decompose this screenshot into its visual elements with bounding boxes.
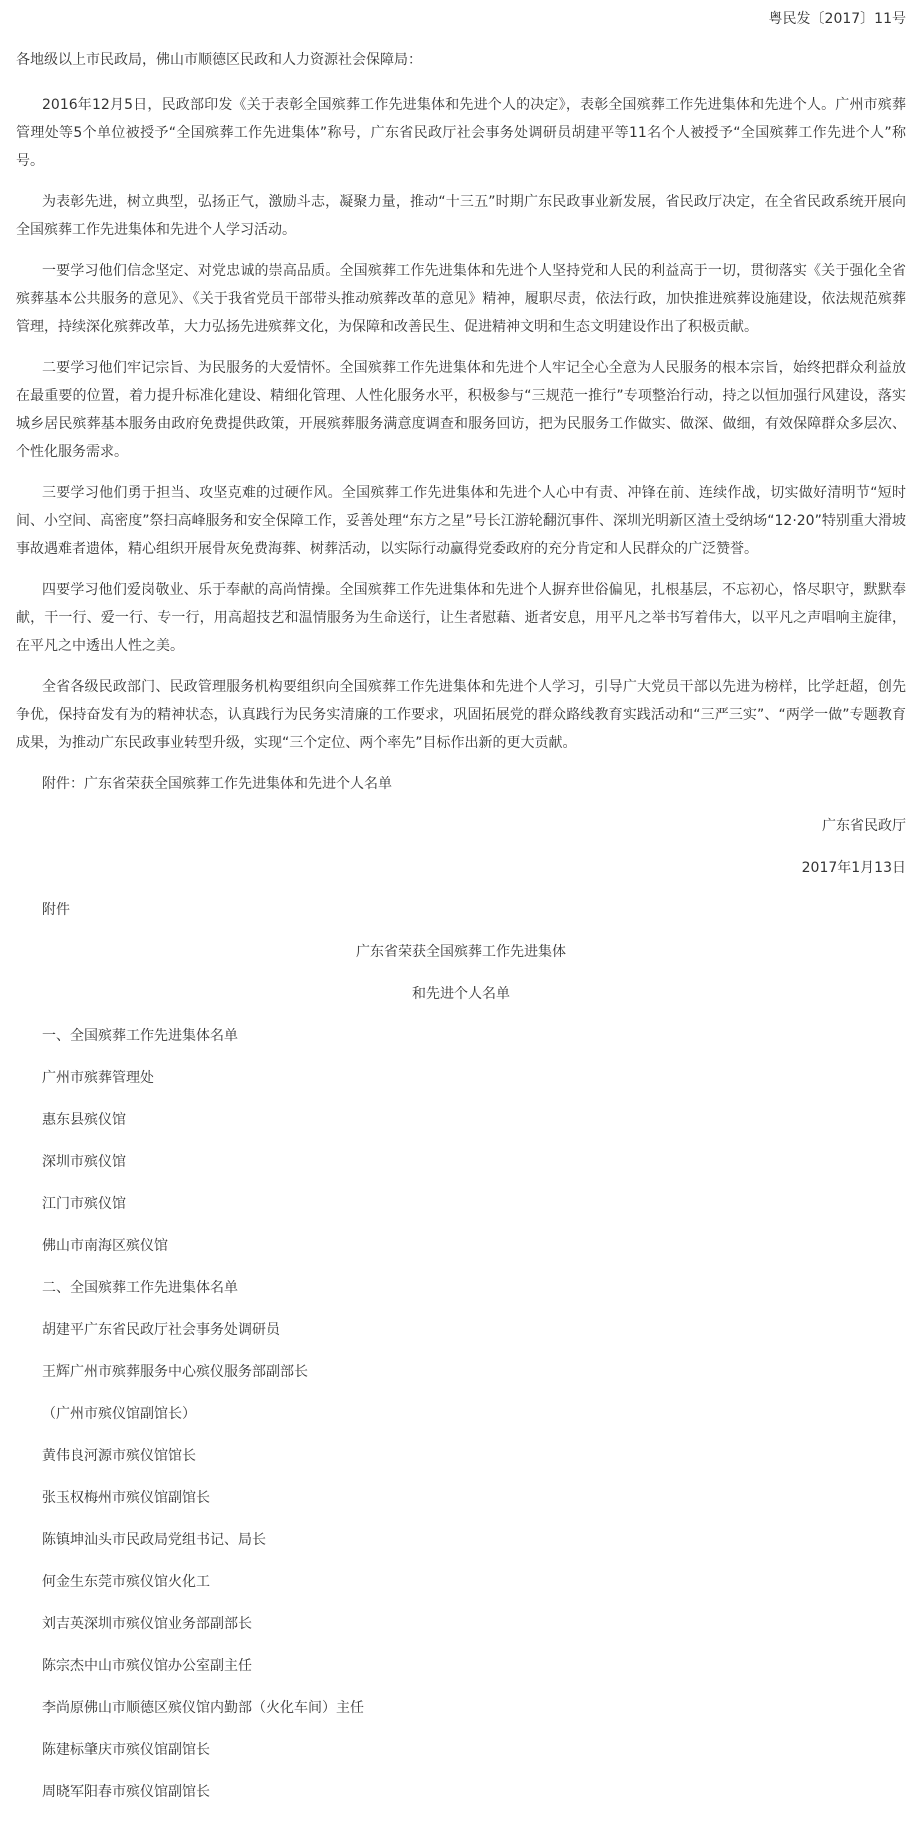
- list-item: 惠东县殡仪馆: [42, 1112, 126, 1128]
- list-item: 黄伟良河源市殡仪馆馆长: [42, 1448, 196, 1464]
- body-paragraph-2: 为表彰先进，树立典型，弘扬正气，激励斗志，凝聚力量，推动“十三五”时期广东民政事业新发展，省民政厅决定，在全省民政系统开展向全国殡葬工作先进集体和先进个人学习活动。: [16, 194, 906, 238]
- list-item: 广州市殡葬管理处: [42, 1070, 154, 1086]
- list-item: 陈建标肇庆市殡仪馆副馆长: [42, 1742, 210, 1758]
- list-item: 刘吉英深圳市殡仪馆业务部副部长: [42, 1616, 252, 1632]
- section-heading-individuals: 二、全国殡葬工作先进集体名单: [42, 1280, 238, 1296]
- list-item: 深圳市殡仪馆: [42, 1154, 126, 1170]
- document-number: 粤民发〔2017〕11号: [768, 11, 906, 27]
- section-heading-collectives: 一、全国殡葬工作先进集体名单: [42, 1028, 238, 1044]
- list-item: 王辉广州市殡葬服务中心殡仪服务部副部长: [42, 1364, 308, 1380]
- body-paragraph-5: 三要学习他们勇于担当、攻坚克难的过硬作风。全国殡葬工作先进集体和先进个人心中有责、冲锋在前、连续作战，切实做好清明节“短时间、小空间、高密度”祭扫高峰服务和安全保障工作，妥善处理“东方之星”号长江游轮翻沉事件、深圳光明新区渣土受纳场“12·20”特别重大滑坡事故遇难者遗体，精心组织开展骨灰免费海葬、树葬活动，以实际行动赢得党委政府的充分肯定和人民群众的广泛赞誉。: [16, 485, 906, 557]
- body-paragraph-1: 2016年12月5日，民政部印发《关于表彰全国殡葬工作先进集体和先进个人的决定》，表彰全国殡葬工作先进集体和先进个人。广州市殡葬管理处等5个单位被授予“全国殡葬工作先进集体”称号，广东省民政厅社会事务处调研员胡建平等11名个人被授予“全国殡葬工作先进个人”称号。: [16, 97, 906, 169]
- list-item: 陈镇坤汕头市民政局党组书记、局长: [42, 1532, 266, 1548]
- list-item: 江门市殡仪馆: [42, 1196, 126, 1212]
- appendix-label: 附件: [42, 902, 70, 918]
- body-paragraph-7: 全省各级民政部门、民政管理服务机构要组织向全国殡葬工作先进集体和先进个人学习，引导广大党员干部以先进为榜样，比学赶超，创先争优，保持奋发有为的精神状态，认真践行为民务实清廉的工作要求，巩固拓展党的群众路线教育实践活动和“三严三实”、“两学一做”专题教育成果，为推动广东民政事业转型升级，实现“三个定位、两个率先”目标作出新的更大贡献。: [16, 679, 906, 751]
- appendix-title-line-1: 广东省荣获全国殡葬工作先进集体: [356, 944, 566, 960]
- list-item: 周晓军阳春市殡仪馆副馆长: [42, 1784, 210, 1800]
- body-paragraph-3: 一要学习他们信念坚定、对党忠诚的崇高品质。全国殡葬工作先进集体和先进个人坚持党和人民的利益高于一切，贯彻落实《关于强化全省殡葬基本公共服务的意见》、《关于我省党员干部带头推动殡葬改革的意见》精神，履职尽责，依法行政，加快推进殡葬设施建设，依法规范殡葬管理，持续深化殡葬改革，大力弘扬先进殡葬文化，为保障和改善民生、促进精神文明和生态文明建设作出了积极贡献。: [16, 263, 906, 335]
- appendix-title-line-2: 和先进个人名单: [412, 986, 510, 1002]
- body-paragraph-4: 二要学习他们牢记宗旨、为民服务的大爱情怀。全国殡葬工作先进集体和先进个人牢记全心全意为人民服务的根本宗旨，始终把群众利益放在最重要的位置，着力提升标准化建设、精细化管理、人性化服务水平，积极参与“三规范一推行”专项整治行动，持之以恒加强行风建设，落实城乡居民殡葬基本服务由政府免费提供政策，开展殡葬服务满意度调查和服务回访，把为民服务工作做实、做深、做细，有效保障群众多层次、个性化服务需求。: [16, 360, 906, 460]
- signature-org: 广东省民政厅: [822, 818, 906, 834]
- attachment-note: 附件：广东省荣获全国殡葬工作先进集体和先进个人名单: [42, 776, 392, 792]
- list-item: 佛山市南海区殡仪馆: [42, 1238, 168, 1254]
- list-item: 何金生东莞市殡仪馆火化工: [42, 1574, 210, 1590]
- list-item: 李尚原佛山市顺德区殡仪馆内勤部（火化车间）主任: [42, 1700, 364, 1716]
- list-item: 张玉权梅州市殡仪馆副馆长: [42, 1490, 210, 1506]
- body-paragraph-6: 四要学习他们爱岗敬业、乐于奉献的高尚情操。全国殡葬工作先进集体和先进个人摒弃世俗偏见，扎根基层，不忘初心，恪尽职守，默默奉献，干一行、爱一行、专一行，用高超技艺和温情服务为生命送行，让生者慰藉、逝者安息，用平凡之举书写着伟大，以平凡之声唱响主旋律，在平凡之中透出人性之美。: [16, 582, 906, 654]
- recipient-line: 各地级以上市民政局，佛山市顺德区民政和人力资源社会保障局：: [16, 52, 422, 68]
- list-item: 胡建平广东省民政厅社会事务处调研员: [42, 1322, 280, 1338]
- list-item: 陈宗杰中山市殡仪馆办公室副主任: [42, 1658, 252, 1674]
- signature-date: 2017年1月13日: [801, 860, 906, 876]
- list-item: （广州市殡仪馆副馆长）: [42, 1406, 196, 1422]
